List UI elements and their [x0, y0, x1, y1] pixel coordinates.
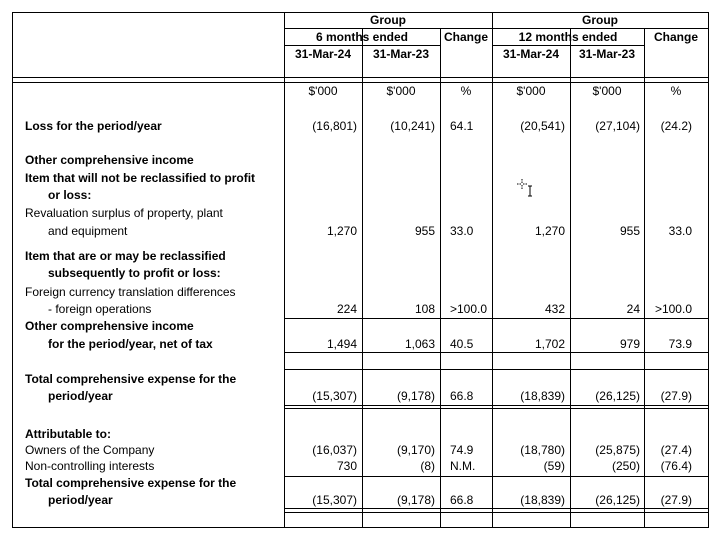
value-cell-oci-net-2-col5: 979: [619, 337, 640, 351]
row-label-may-reclass-heading-2: subsequently to profit or loss:: [48, 266, 221, 280]
value-cell-owners-col2: (9,170): [396, 443, 435, 457]
date-header: 31-Mar-23: [578, 47, 636, 61]
unit-label: %: [460, 84, 472, 98]
value-cell-loss-col3: 64.1: [450, 119, 474, 133]
value-cell-total-2-2-col1: (15,307): [312, 493, 357, 507]
value-cell-nci-col2: (8): [420, 459, 435, 473]
row-label-nci: Non-controlling interests: [25, 459, 155, 473]
row-label-oci-net-2: for the period/year, net of tax: [48, 337, 213, 351]
value-cell-nci-col4: (59): [543, 459, 565, 473]
row-label-total-1-2: period/year: [48, 389, 113, 403]
value-cell-fx-2-col1: 224: [336, 302, 357, 316]
unit-label: $'000: [386, 84, 416, 98]
value-cell-owners-col4: (18,780): [520, 443, 565, 457]
value-cell-revaluation-2-col5: 955: [619, 224, 640, 238]
value-cell-fx-2-col2: 108: [414, 302, 435, 316]
value-cell-oci-net-2-col2: 1,063: [404, 337, 435, 351]
row-label-revaluation-2: and equipment: [48, 224, 128, 238]
value-cell-nci-col1: 730: [336, 459, 357, 473]
value-cell-total-2-2-col5: (26,125): [595, 493, 640, 507]
text-cursor-icon: [514, 176, 536, 198]
row-label-not-reclass-heading: Item that will not be reclassified to profit: [25, 171, 256, 185]
value-cell-loss-col6: (24.2): [660, 119, 692, 133]
unit-label: $'000: [516, 84, 546, 98]
row-label-fx: Foreign currency translation differences: [25, 285, 236, 299]
row-label-loss: Loss for the period/year: [25, 119, 162, 133]
value-cell-total-1-2-col1: (15,307): [312, 389, 357, 403]
value-cell-loss-col5: (27,104): [595, 119, 640, 133]
group-header-6m: Group: [370, 13, 406, 27]
row-label-not-reclass-heading-2: or loss:: [48, 188, 92, 202]
value-cell-total-2-2-col2: (9,178): [396, 493, 435, 507]
value-cell-nci-col3: N.M.: [450, 459, 476, 473]
change-header-6m: Change: [443, 30, 488, 44]
value-cell-loss-col2: (10,241): [390, 119, 435, 133]
change-header-12m: Change: [653, 30, 698, 44]
unit-label: $'000: [308, 84, 338, 98]
row-label-attrib: Attributable to:: [25, 427, 111, 441]
value-cell-total-1-2-col4: (18,839): [520, 389, 565, 403]
date-header: 31-Mar-24: [502, 47, 560, 61]
group-header-12m: Group: [582, 13, 618, 27]
value-cell-total-1-2-col3: 66.8: [450, 389, 474, 403]
unit-label: %: [670, 84, 682, 98]
row-label-oci-net: Other comprehensive income: [25, 319, 194, 333]
value-cell-total-2-2-col6: (27.9): [660, 493, 692, 507]
value-cell-fx-2-col5: 24: [626, 302, 640, 316]
date-header: 31-Mar-23: [372, 47, 430, 61]
value-cell-oci-net-2-col4: 1,702: [534, 337, 565, 351]
value-cell-fx-2-col3: >100.0: [450, 302, 488, 316]
row-label-total-1: Total comprehensive expense for the: [25, 372, 237, 386]
value-cell-owners-col6: (27.4): [660, 443, 692, 457]
value-cell-revaluation-2-col2: 955: [414, 224, 435, 238]
value-cell-nci-col6: (76.4): [660, 459, 692, 473]
value-cell-owners-col1: (16,037): [312, 443, 357, 457]
value-cell-revaluation-2-col4: 1,270: [534, 224, 565, 238]
value-cell-total-2-2-col3: 66.8: [450, 493, 474, 507]
value-cell-total-1-2-col5: (26,125): [595, 389, 640, 403]
period-header-12m: 12 months ended: [518, 30, 618, 44]
value-cell-owners-col3: 74.9: [450, 443, 474, 457]
value-cell-loss-col4: (20,541): [520, 119, 565, 133]
row-label-total-2-2: period/year: [48, 493, 113, 507]
value-cell-fx-2-col4: 432: [544, 302, 565, 316]
unit-label: $'000: [592, 84, 622, 98]
value-cell-oci-net-2-col3: 40.5: [450, 337, 474, 351]
period-header-6m: 6 months ended: [315, 30, 408, 44]
date-header: 31-Mar-24: [294, 47, 352, 61]
value-cell-oci-net-2-col6: 73.9: [668, 337, 692, 351]
value-cell-total-1-2-col6: (27.9): [660, 389, 692, 403]
row-label-may-reclass-heading: Item that are or may be reclassified: [25, 249, 226, 263]
value-cell-revaluation-2-col6: 33.0: [668, 224, 692, 238]
row-label-oci-heading: Other comprehensive income: [25, 153, 194, 167]
value-cell-owners-col5: (25,875): [595, 443, 640, 457]
value-cell-revaluation-2-col1: 1,270: [326, 224, 357, 238]
row-label-owners: Owners of the Company: [25, 443, 155, 457]
row-label-total-2: Total comprehensive expense for the: [25, 476, 237, 490]
value-cell-revaluation-2-col3: 33.0: [450, 224, 474, 238]
value-cell-oci-net-2-col1: 1,494: [326, 337, 357, 351]
value-cell-fx-2-col6: >100.0: [654, 302, 692, 316]
value-cell-nci-col5: (250): [611, 459, 640, 473]
value-cell-total-2-2-col4: (18,839): [520, 493, 565, 507]
value-cell-total-1-2-col2: (9,178): [396, 389, 435, 403]
row-label-fx-2: - foreign operations: [48, 302, 152, 316]
row-label-revaluation: Revaluation surplus of property, plant: [25, 206, 223, 220]
value-cell-loss-col1: (16,801): [312, 119, 357, 133]
